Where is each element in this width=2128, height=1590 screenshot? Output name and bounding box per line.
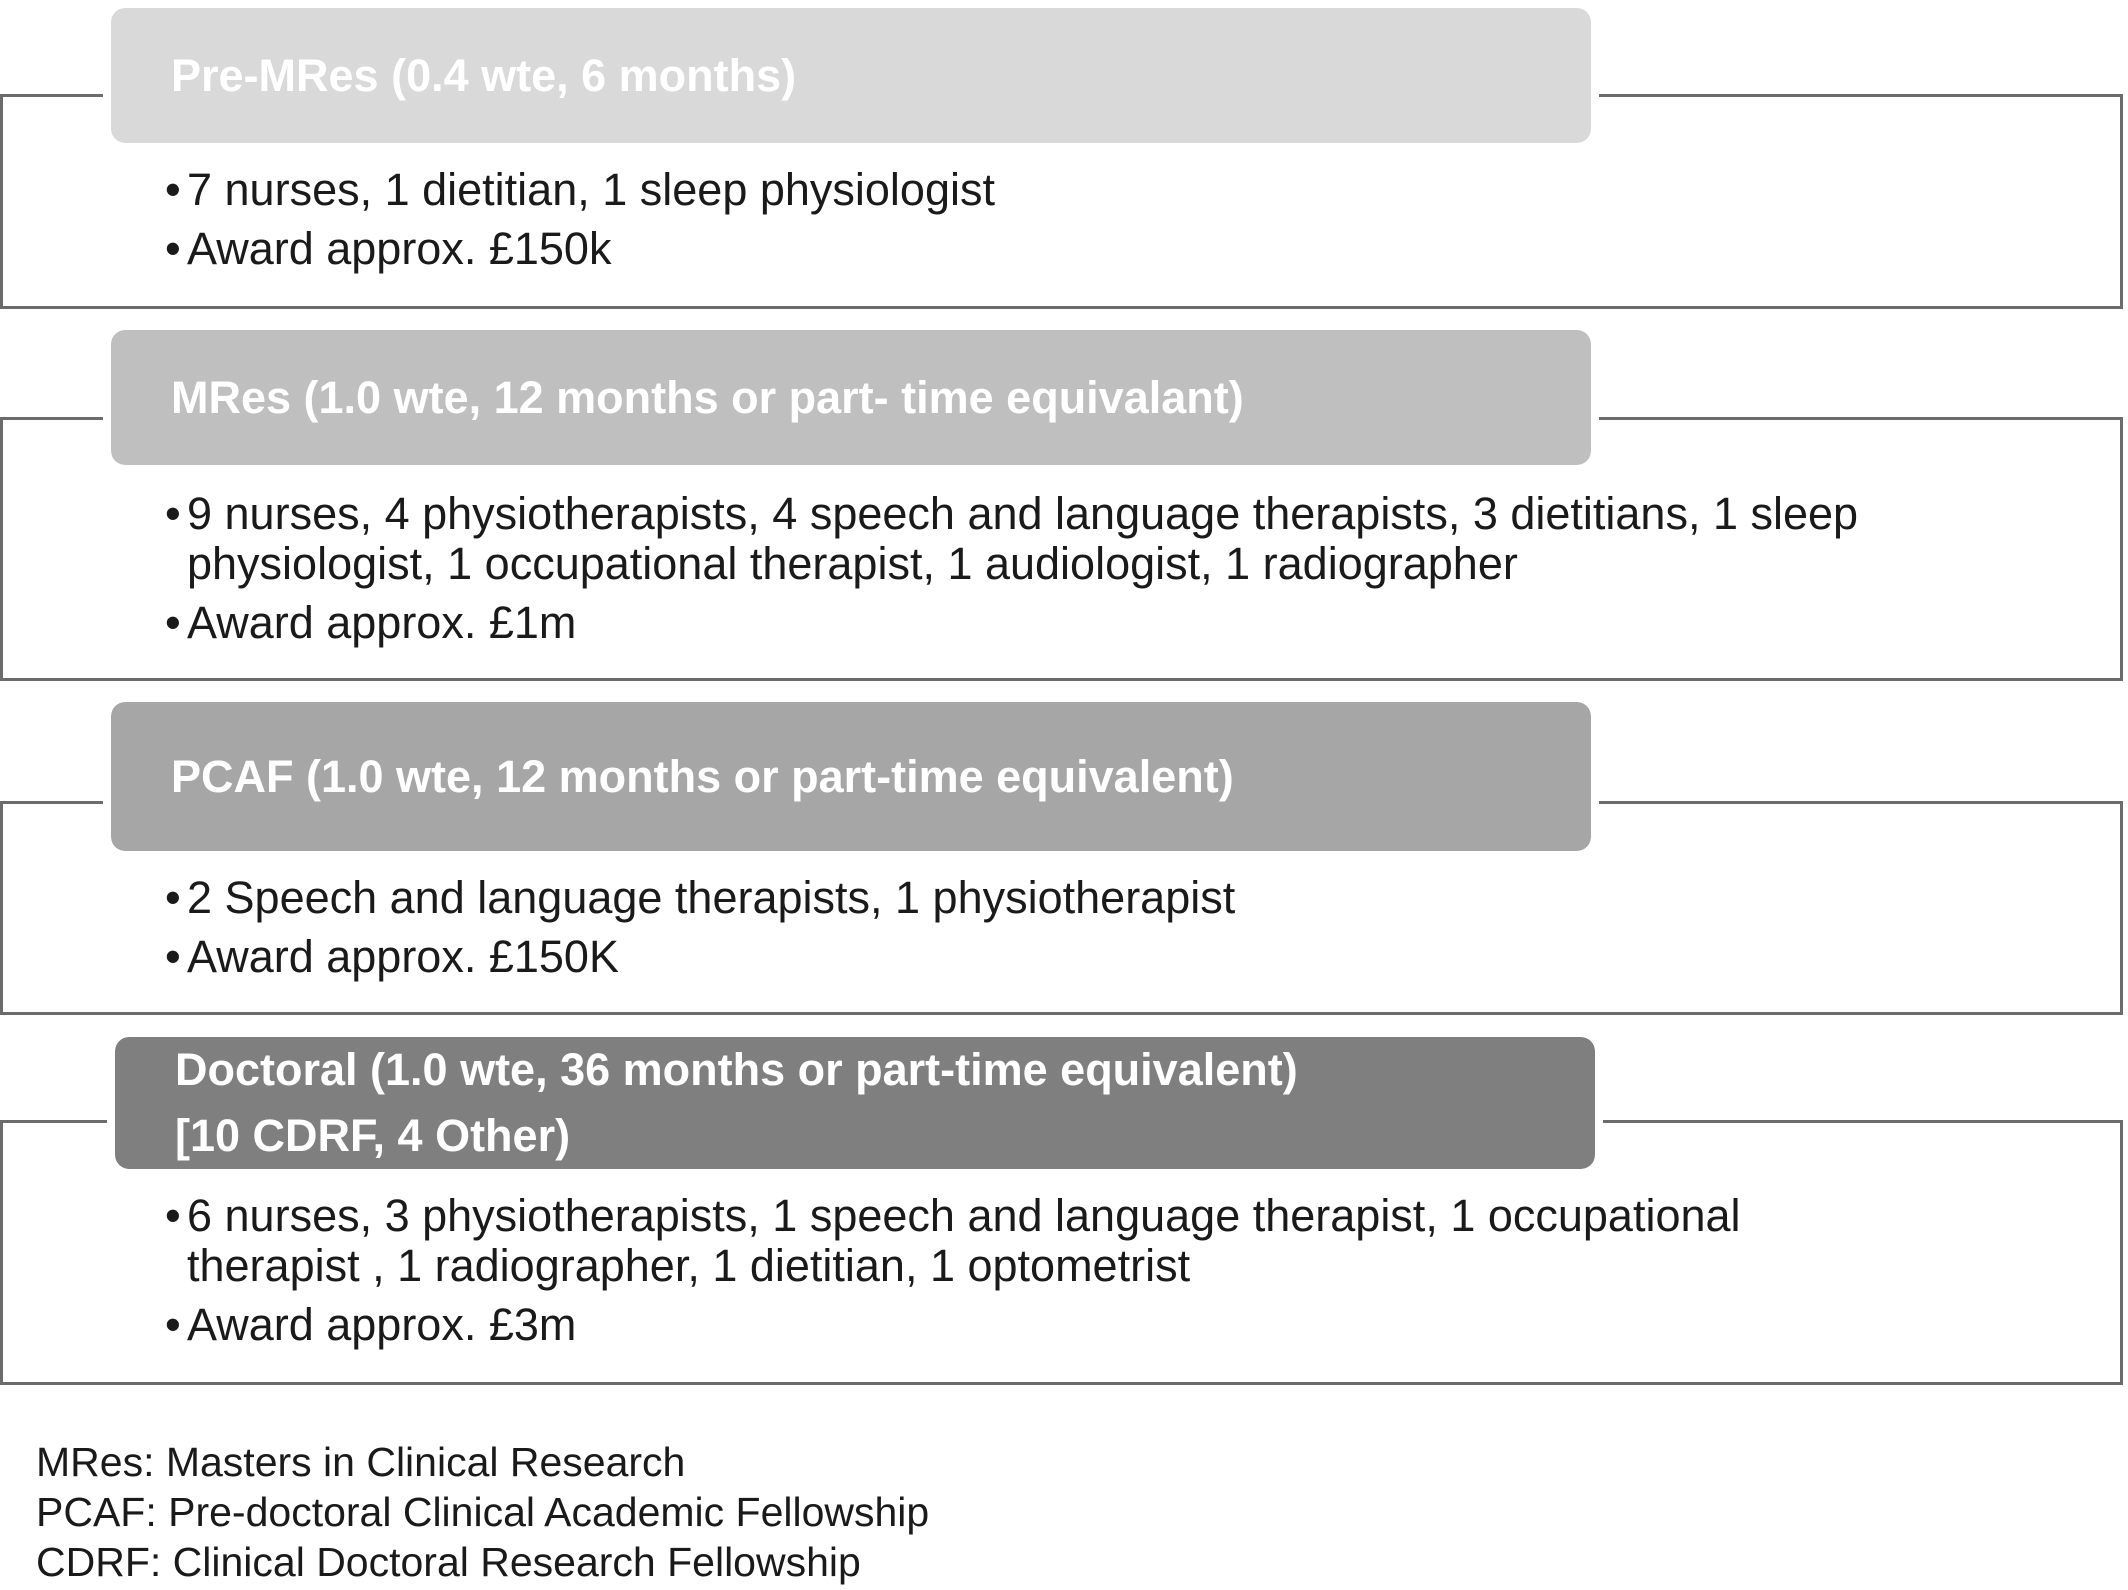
legend-item-mres: MRes: Masters in Clinical Research <box>36 1439 686 1485</box>
bullets-doctoral <box>165 1191 1885 1359</box>
header-mres <box>111 330 1591 465</box>
header-doctoral <box>115 1037 1595 1169</box>
legend-item-pcaf: PCAF: Pre-doctoral Clinical Academic Fellowship <box>36 1489 930 1535</box>
list-item: • Award approx. £1m <box>165 598 1885 648</box>
list-item: • 7 nurses, 1 dietitian, 1 sleep physiologist <box>165 165 1885 215</box>
header-pre-mres <box>111 8 1591 143</box>
header-title: Pre-MRes (0.4 wte, 6 months) <box>171 49 797 101</box>
header-pcaf <box>111 702 1591 851</box>
bullets-mres <box>165 489 1885 657</box>
bullets-pre-mres <box>165 165 1885 283</box>
header-subtitle: [10 CDRF, 4 Other) <box>175 1110 571 1161</box>
list-item: • Award approx. £3m <box>165 1300 1885 1350</box>
list-item: • Award approx. £150k <box>165 224 1885 274</box>
list-item: • 6 nurses, 3 physiotherapists, 1 speech and language therapist, 1 occupational therapist , 1 radiographer, 1 dietitian, 1 optometrist <box>165 1191 1885 1291</box>
bullets-pcaf <box>165 873 1885 991</box>
header-title: Doctoral (1.0 wte, 36 months or part-time equivalent) <box>175 1044 1298 1095</box>
list-item: • 9 nurses, 4 physiotherapists, 4 speech and language therapists, 3 dietitians, 1 sleep physiologist, 1 occupational therapist, 1 audiologist, 1 radiographer <box>165 489 1885 589</box>
abbreviation-legend <box>36 1437 929 1587</box>
header-title: PCAF (1.0 wte, 12 months or part-time equivalent) <box>171 750 1234 802</box>
list-item: • 2 Speech and language therapists, 1 physiotherapist <box>165 873 1885 923</box>
header-title: MRes (1.0 wte, 12 months or part- time equivalant) <box>171 371 1244 423</box>
legend-item-cdrf: CDRF: Clinical Doctoral Research Fellowship <box>36 1539 861 1585</box>
list-item: • Award approx. £150K <box>165 932 1885 982</box>
